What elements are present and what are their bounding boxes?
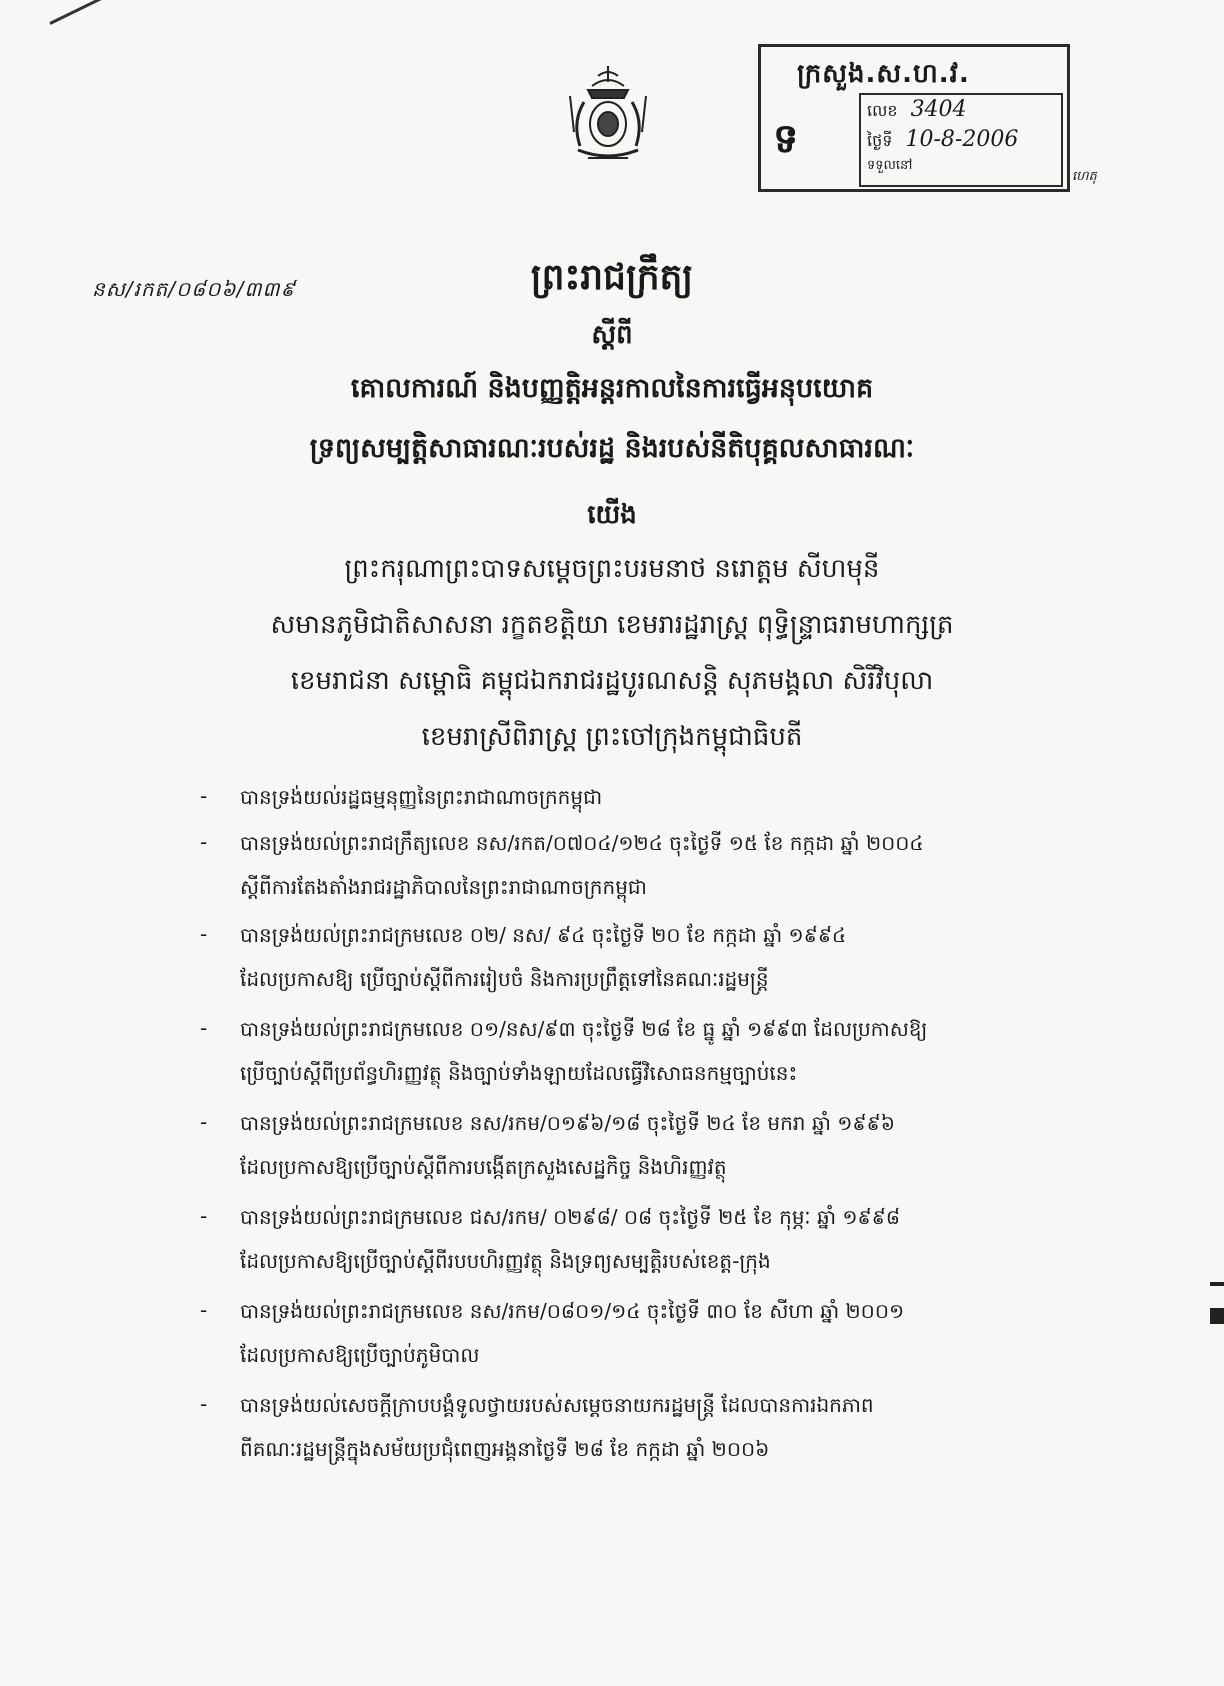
subject-word: ស្តីពី xyxy=(591,320,633,350)
consideration-line: បានទ្រង់យល់ព្រះរាជក្រមលេខ ០១/នស/៩៣ ចុះថ្ងៃទី ២៨ ខែ ធ្នូ ឆ្នាំ ១៩៩៣ ដែលប្រកាសឱ្យ xyxy=(240,1017,928,1041)
pen-mark xyxy=(49,0,113,25)
consideration-line: បានទ្រង់យល់ព្រះរាជក្រមលេខ នស/រកម/០១៩៦/១៨ ចុះថ្ងៃទី ២៤ ខែ មករា ឆ្នាំ ១៩៩៦ xyxy=(240,1111,895,1135)
monarch-title-line: ខេមរាជនា សម្ពោធិ គម្ពុជឯករាជរដ្ឋបូរណសន្តិ សុភមង្គលា សិរីវិបុលា xyxy=(290,666,934,696)
list-dash: - xyxy=(200,1298,208,1322)
list-dash: - xyxy=(200,1016,208,1040)
list-dash: - xyxy=(200,784,208,808)
headline-line: ទ្រព្យសម្បត្តិសាធារណៈរបស់រដ្ឋ និងរបស់នីតិបុគ្គលសាធារណៈ xyxy=(309,433,915,464)
stamp-seal: ទ xyxy=(773,116,799,162)
monarch-title-line: ខេមរាស្រីពិរាស្ត្រ ព្រះចៅក្រុងកម្ពុជាធិបតី xyxy=(421,722,803,752)
list-dash: - xyxy=(200,1110,208,1134)
consideration-line: បានទ្រង់យល់រដ្ឋធម្មនុញ្ញនៃព្រះរាជាណាចក្រកម្ពុជា xyxy=(240,785,603,809)
consideration-line: ដែលប្រកាសឱ្យ ប្រើច្បាប់ស្តីពីការរៀបចំ និងការប្រព្រឹត្តទៅនៃគណៈរដ្ឋមន្ត្រី xyxy=(240,967,769,991)
stamp-received-row xyxy=(867,157,912,176)
stamp-date-row xyxy=(867,127,1018,154)
consideration-line: ដែលប្រកាសឱ្យប្រើច្បាប់ភូមិបាល xyxy=(240,1343,480,1367)
consideration-line: បានទ្រង់យល់ព្រះរាជក្រមលេខ នស/រកម/០៨០១/១៤ ចុះថ្ងៃទី ៣០ ខែ សីហា ឆ្នាំ ២០០១ xyxy=(240,1299,905,1323)
stamp-number-label: លេខ xyxy=(867,101,898,120)
consideration-line: បានទ្រង់យល់សេចក្តីក្រាបបង្គំទូលថ្វាយរបស់សម្តេចនាយករដ្ឋមន្ត្រី ដែលបានការឯកភាព xyxy=(240,1393,874,1417)
monarch-title-line: សមានភូមិជាតិសាសនា រក្ខតខត្តិយា ខេមរារដ្ឋរាស្ត្រ ពុទ្ធិន្ទ្រាធរាមហាក្សត្រ xyxy=(270,610,954,640)
stamp-title: ក្រសួង.ស.ហ.វ. xyxy=(797,59,970,89)
consideration-line: បានទ្រង់យល់ព្រះរាជក្រមលេខ ០២/ នស/ ៩៤ ចុះថ្ងៃទី ២០ ខែ កក្កដា ឆ្នាំ ១៩៩៤ xyxy=(240,923,847,947)
stamp-date-label: ថ្ងៃទី xyxy=(867,131,893,150)
scan-edge-mark xyxy=(1210,1308,1224,1324)
scan-edge-mark xyxy=(1210,1282,1224,1286)
list-dash: - xyxy=(200,1392,208,1416)
stamp-received-label: ទទួលនៅ xyxy=(867,158,913,173)
monarch-title-line: ព្រះករុណាព្រះបាទសម្តេចព្រះបរមនាថ នរោត្តម សីហមុនី xyxy=(344,554,880,584)
stamp-number-value: 3404 xyxy=(910,97,967,122)
consideration-line: ប្រើច្បាប់ស្តីពីប្រព័ន្ធហិរញ្ញវត្ថុ និងច្បាប់ទាំងឡាយដែលធ្វើវិសោធនកម្មច្បាប់នេះ xyxy=(240,1061,798,1085)
decree-title: ព្រះរាជក្រឹត្យ xyxy=(530,257,694,298)
receipt-stamp xyxy=(758,44,1070,192)
reference-number: នស/រកត/០៨០៦/៣៣៩ xyxy=(92,277,296,301)
consideration-line: ដែលប្រកាសឱ្យប្រើច្បាប់ស្តីពីការបង្កើតក្រសួងសេដ្ឋកិច្ច និងហិរញ្ញវត្ថុ xyxy=(240,1155,727,1179)
royal-emblem-icon xyxy=(558,62,658,172)
stamp-number-row xyxy=(867,97,967,124)
consideration-line: ពីគណៈរដ្ឋមន្ត្រីក្នុងសម័យប្រជុំពេញអង្គនាថ្ងៃទី ២៨ ខែ កក្កដា ឆ្នាំ ២០០៦ xyxy=(240,1437,770,1461)
consideration-line: បានទ្រង់យល់ព្រះរាជក្រមលេខ ជស/រកម/ ០២៩៨/ ០៨ ចុះថ្ងៃទី ២៥ ខែ កុម្ភៈ ឆ្នាំ ១៩៩៨ xyxy=(240,1205,900,1229)
list-dash: - xyxy=(200,922,208,946)
list-dash: - xyxy=(200,1204,208,1228)
list-dash: - xyxy=(200,830,208,854)
consideration-line: បានទ្រង់យល់ព្រះរាជក្រឹត្យលេខ នស/រកត/០៧០៤/១២៤ ចុះថ្ងៃទី ១៥ ខែ កក្កដា ឆ្នាំ ២០០៤ xyxy=(240,831,924,855)
consideration-line: ស្តីពីការតែងតាំងរាជរដ្ឋាភិបាលនៃព្រះរាជាណាចក្រកម្ពុជា xyxy=(240,875,647,899)
headline-line: គោលការណ៍ និងបញ្ញត្តិអន្តរកាលនៃការធ្វើអនុបយោគ xyxy=(350,373,874,404)
stamp-inner-box xyxy=(859,93,1063,187)
stamp-handwritten-note: ហេតុ xyxy=(1072,169,1097,184)
consideration-line: ដែលប្រកាសឱ្យប្រើច្បាប់ស្តីពីរបបហិរញ្ញវត្ថុ និងទ្រព្យសម្បត្តិរបស់ខេត្ត-ក្រុង xyxy=(240,1249,771,1273)
we-heading: យើង xyxy=(587,500,637,530)
stamp-date-value: 10-8-2006 xyxy=(905,127,1019,152)
